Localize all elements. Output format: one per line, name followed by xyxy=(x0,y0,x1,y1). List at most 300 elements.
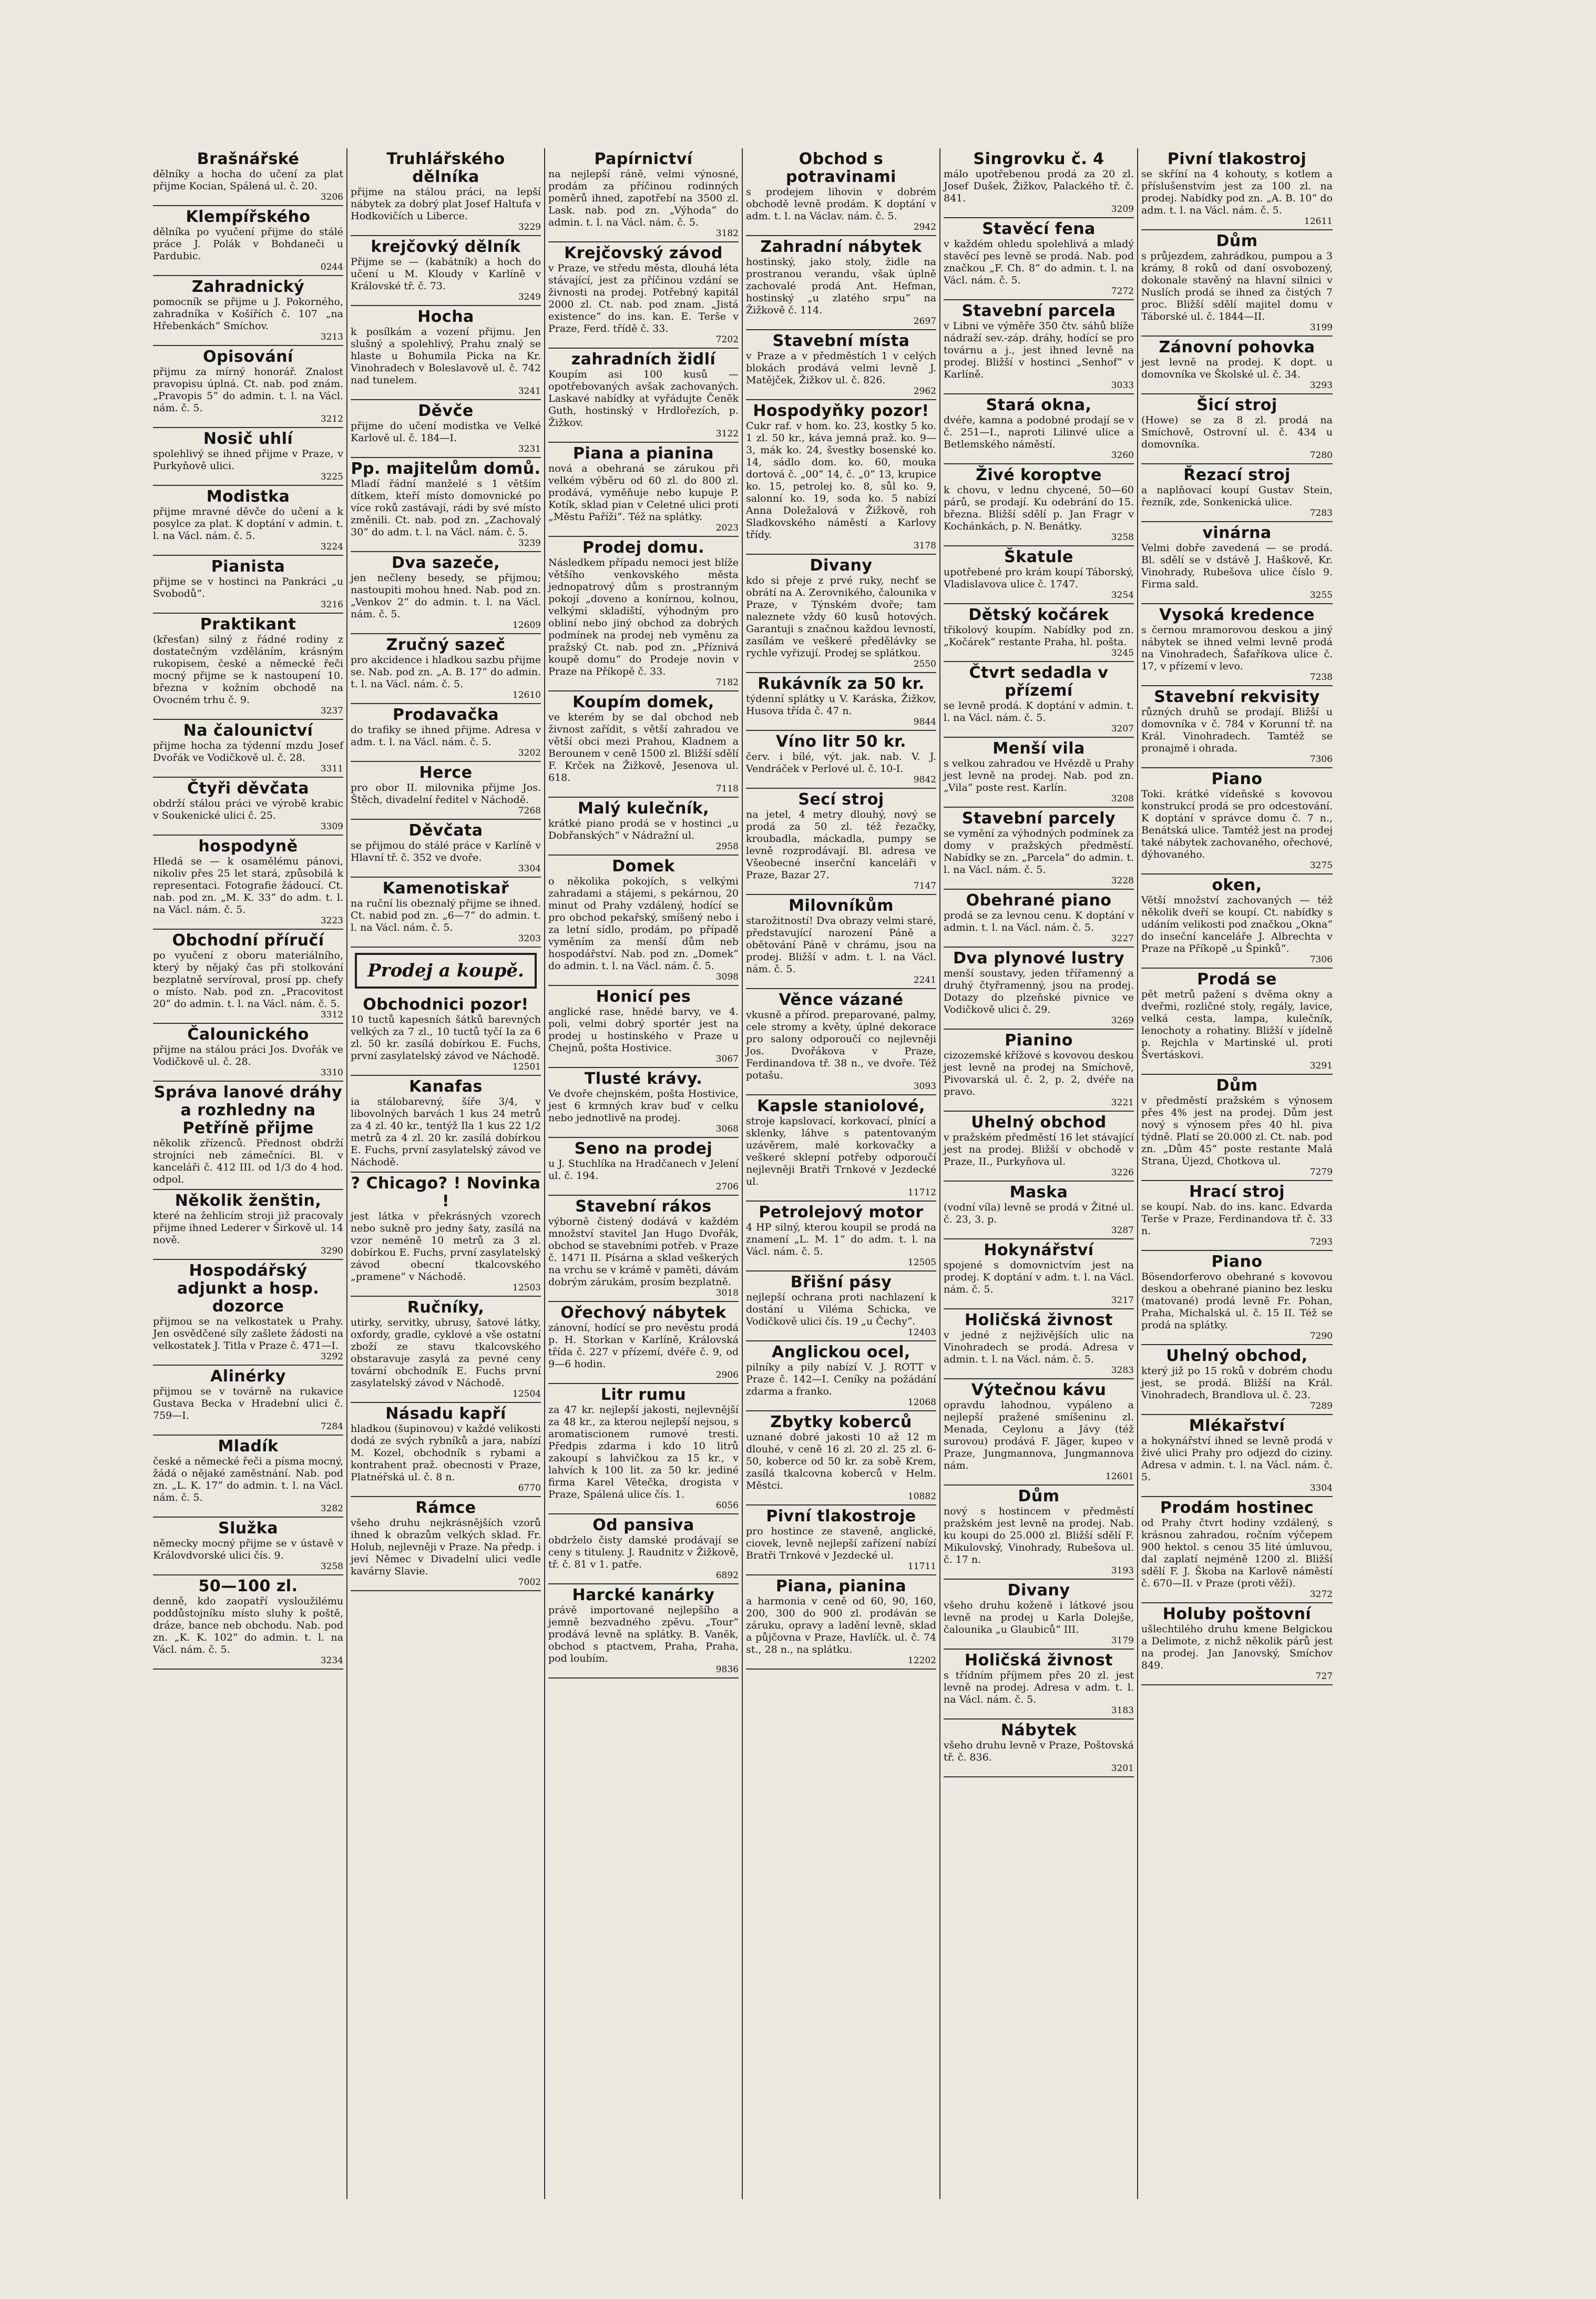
ad-code: 12611 xyxy=(1304,216,1333,227)
classified-ad xyxy=(548,242,739,349)
ad-code: 12202 xyxy=(907,1655,936,1666)
ad-code: 3122 xyxy=(715,429,739,439)
ad-body: pilníky a pily nabízí V. J. ROTT v Praze č. 142—I. Ceníky na požádání zdarma a franko. xyxy=(746,1361,936,1397)
ad-body: 4 HP silný, kterou koupil se prodá na znamení „L. M. 1“ do adm. t. l. na Václ. nám. č. 5. xyxy=(746,1222,936,1257)
classified-ad xyxy=(1141,768,1333,874)
ad-code: 12068 xyxy=(907,1397,936,1408)
ad-body: přijme na stálou práci, na lepší nábytek za dobrý plat Josef Haltufa v Hodkovičích u Liberce. xyxy=(351,186,541,222)
ad-body: a hokynářství ihned se levně prodá v živé ulici Prahy pro odjezd do ciziny. Adresa v admin. t. l. na Václ. nám. č. 5. xyxy=(1141,1435,1333,1483)
ad-body: upotřebené pro krám koupí Táborský, Vladislavova ulice č. 1747. xyxy=(944,566,1134,590)
ad-body: německy mocný přijme se v ústavě v Královdvorské ulici čís. 9. xyxy=(153,1538,343,1561)
ad-title: Ořechový nábytek xyxy=(560,1304,727,1322)
classified-ad xyxy=(1141,604,1333,686)
ad-code: 3212 xyxy=(320,414,343,424)
ad-title: Od pansiva xyxy=(592,1516,694,1534)
ad-title: Milovníkům xyxy=(789,897,894,915)
ad-body: týdenní splátky u V. Karáska, Žižkov, Husova třída č. 47 n. xyxy=(746,693,936,717)
ad-code: 10882 xyxy=(907,1491,936,1502)
classified-ad xyxy=(548,1196,739,1302)
ad-code: 7283 xyxy=(1309,508,1333,518)
ad-code: 7306 xyxy=(1309,754,1333,765)
ad-title: zahradních židlí xyxy=(571,350,716,369)
ad-body: ušlechtilého druhu kmene Belgickou a Delimote, z nichž několik párů jest na prodej. Jan Janovský, Smíchov 849. xyxy=(1141,1623,1333,1671)
ad-code: 7289 xyxy=(1309,1401,1333,1411)
ad-code: 3258 xyxy=(320,1561,343,1572)
classified-ad xyxy=(944,1379,1134,1486)
ad-body: ia stálobarevný, šíře 3/4, v libovolných barvách 1 kus 24 metrů za 4 zl. 40 kr., tentýž Ila 1 kus 22 1/2 metrů za 4 zl. 20 kr. zasílá dobírkou E. Fuchs, první zasylatelský závod ve Náchodě. xyxy=(351,1096,541,1168)
ad-code: 7280 xyxy=(1309,450,1333,461)
ad-code: 2958 xyxy=(715,841,739,852)
ad-title: Herce xyxy=(419,764,473,782)
ad-body: obdrží stálou práci ve výrobě krabic v Soukenické ulici č. 25. xyxy=(153,798,343,821)
ad-body: po vyučení z oboru materiálního, který by nějaký čas při stolkování bezplatně servíroval, prosí pp. chefy o místo. Nab. pod zn. „Pracovitost 20“ do admin. t. l. na Václ. nám. č. 5. xyxy=(153,950,343,1010)
ad-body: několik zřízenců. Přednost obdrží strojníci neb zámečníci. Bl. v kanceláři č. 412 III. od 1/3 do 4 hod. odpol. xyxy=(153,1137,343,1185)
classified-ad xyxy=(153,276,343,346)
classified-ad xyxy=(746,1341,936,1411)
ad-code: 3291 xyxy=(1309,1061,1333,1071)
ad-code: 3304 xyxy=(518,863,541,874)
ad-body: jest levně na prodej. K dopt. u domovníka ve Školské ul. č. 34. xyxy=(1141,357,1333,380)
classified-ad xyxy=(351,236,541,306)
ad-title: Prodá se xyxy=(1197,970,1277,989)
ad-body: a harmonia v ceně od 60, 90, 160, 200, 300 do 900 zl. prodáván se záruku, opravy a ladění levně, sklad a půjčovna v Praze, Havlíčk. ul. č. 74 st., 28 n., na splátku. xyxy=(746,1595,936,1655)
ad-code: 3260 xyxy=(1111,450,1134,461)
ad-title: Modistka xyxy=(206,487,290,506)
ad-title: Správa lanové dráhy a rozhledny na Petříně přijme xyxy=(154,1083,343,1137)
ad-body: do trafiky se ihned přijme. Adresa v adm. t. l. na Václ. nám. č. 5. xyxy=(351,724,541,748)
classified-ad xyxy=(153,1366,343,1436)
classified-ad xyxy=(944,1112,1134,1182)
ad-title: Malý kulečník, xyxy=(577,799,710,818)
classified-ad xyxy=(746,148,936,236)
ad-body: hostinský, jako stoly, židle na prostranou verandu, však úplně zachovalé prodá Ant. Hefman, hostinský „u zlatého srpu“ na Žižkově č. 114. xyxy=(746,256,936,316)
ad-body: starožitností! Dva obrazy velmi staré, představující narození Páně a obětování Páně v chrámu, jsou na prodej. Bližší v adm. t. l. na Václ. nám. č. 5. xyxy=(746,915,936,975)
ad-body: Hledá se — k osamělému pánovi, nikoliv přes 25 let stará, způsobilá k representaci. Fotografie žádoucí. Ct. nab. pod zn. „M. K. 33“ do adm. t. l. na Václ. nám. č. 5. xyxy=(153,856,343,915)
ad-title: Stavební parcely xyxy=(961,809,1116,828)
classified-ad xyxy=(746,731,936,789)
classified-ad xyxy=(351,1173,541,1297)
ad-title: Piana a pianina xyxy=(573,444,714,463)
ad-title: Zbytky koberců xyxy=(770,1413,912,1431)
classified-ad xyxy=(944,148,1134,218)
ad-title: Zánovní pohovka xyxy=(1159,338,1315,357)
ad-title: Stavební rákos xyxy=(575,1197,712,1216)
ad-code: 3206 xyxy=(320,192,343,202)
classified-ad xyxy=(746,1271,936,1341)
ad-title: Zahradnický xyxy=(191,278,305,296)
ad-title: Koupím domek, xyxy=(572,693,714,711)
ad-title: Kanafas xyxy=(409,1077,483,1096)
classified-ad xyxy=(944,1309,1134,1379)
ad-body: české a německé řeči a písma mocný, žádá o nějaké zaměstnání. Nab. pod zn. „L. K. 17“ do admin. t. l. na Václ. nám. č. 5. xyxy=(153,1456,343,1503)
ad-title: Stará okna, xyxy=(986,396,1092,414)
ad-column xyxy=(1138,148,1336,2199)
classified-ad xyxy=(944,464,1134,546)
classified-ad xyxy=(944,394,1134,464)
classified-ad xyxy=(944,890,1134,948)
ad-title: Klempířského xyxy=(186,208,311,226)
ad-title: Singrovku č. 4 xyxy=(973,150,1104,168)
classified-ad xyxy=(944,1580,1134,1650)
ad-code: 2706 xyxy=(715,1182,739,1192)
ad-title: Secí stroj xyxy=(798,790,884,809)
ad-code: 3193 xyxy=(1111,1565,1134,1576)
classified-ad xyxy=(351,878,541,948)
ad-body: k posílkám a vození přijmu. Jen slušný a spolehlivý, Prahu znalý se hlaste u Bohumila Picka na Kr. Vinohradech v Boleslavově ul. č. 742 nad tunelem. xyxy=(351,326,541,386)
classified-ad xyxy=(548,856,739,986)
ad-code: 3287 xyxy=(1111,1225,1134,1236)
ad-body: Větší množství zachovaných — též několik dveří se koupí. Ct. nabídky s udáním velikosti pod značkou „Okna“ do inseční kanceláře J. Albrechta v Praze na Příkopě „u Špinků“. xyxy=(1141,894,1333,954)
classified-ad xyxy=(153,1260,343,1366)
ad-body: s prodejem lihovin v dobrém obchodě levně prodám. K doptání v adm. t. l. na Václav. nám. č. 5. xyxy=(746,186,936,222)
ad-code: 3199 xyxy=(1309,322,1333,333)
ad-title: Několik ženštin, xyxy=(175,1192,322,1210)
classified-ad xyxy=(944,1720,1134,1777)
classified-ad xyxy=(153,1575,343,1670)
classified-ad xyxy=(944,948,1134,1030)
ad-body: se koupí. Nab. do ins. kanc. Edvarda Terše v Praze, Ferdinandova tř. č. 33 n. xyxy=(1141,1201,1333,1237)
ad-code: 3234 xyxy=(320,1655,343,1666)
ad-code: 12601 xyxy=(1105,1471,1134,1482)
ad-code: 9836 xyxy=(715,1664,739,1675)
classified-ad xyxy=(944,604,1134,662)
ad-code: 3239 xyxy=(518,538,541,548)
ad-title: Na čalounictví xyxy=(183,721,313,740)
ad-body: přijmou se v továrně na rukavice Gustava Becka v Hradební ulici č. 759—I. xyxy=(153,1386,343,1421)
ad-code: 12503 xyxy=(512,1283,541,1293)
ad-title: Stavební parcela xyxy=(961,302,1116,320)
classified-ad xyxy=(944,300,1134,394)
ad-code: 3224 xyxy=(320,542,343,552)
ad-title: Kapsle staniolové, xyxy=(757,1097,925,1115)
ad-body: pro hostince ze staveně, anglické, ciovek, levně nejlepší zařízení nabízí Bratři Trnkové v Jezdecké ul. xyxy=(746,1525,936,1561)
ad-code: 7118 xyxy=(715,784,739,794)
ad-title: hospodyně xyxy=(198,837,298,856)
ad-column xyxy=(743,148,940,2199)
ad-title: Domek xyxy=(612,857,675,876)
classified-ad xyxy=(1141,1251,1333,1345)
ad-title: Maska xyxy=(1009,1183,1068,1202)
classified-ad xyxy=(153,614,343,720)
classified-ad xyxy=(746,989,936,1095)
classified-ad xyxy=(351,458,541,552)
classified-ad xyxy=(153,556,343,614)
ad-body: Koupím asi 100 kusů — opotřebovaných avšak zachovaných. Laskavé nabídky at vyřádujte Čeněk Guth, hostinský v Hrdlořezích, p. Žižkov. xyxy=(548,369,739,429)
ad-title: Zručný sazeč xyxy=(386,636,506,654)
ad-code: 3093 xyxy=(913,1081,936,1092)
classified-ad xyxy=(548,691,739,798)
ad-body: které na žehlicím stroji již pracovaly přijme ihned Lederer v Širkově ul. 14 nově. xyxy=(153,1210,343,1246)
ad-title: Dům xyxy=(1018,1487,1060,1505)
ad-body: pro akcidence i hladkou sazbu přijme se. Nab. pod zn. „A. B. 17“ do admin. t. l. na Václ. nám. č. 5. xyxy=(351,654,541,690)
ad-body: v Praze, ve středu města, dlouhá léta stávající, jest za příčinou vzdání se živnosti na prodej. Potřebný kapitál 2000 zl. Ct. nab. pod znam. „Jistá existence“ do ins. kan. E. Terše v Praze, Ferd. třídě č. 33. xyxy=(548,262,739,334)
classified-ad xyxy=(153,1190,343,1260)
classified-ad xyxy=(153,206,343,276)
ad-body: ve kterém by se dal obchod neb živnost zařídit, s větší zahradou ve větší obci mezi Prahou, Kladnem a Berounem v ceně 1500 zl. Bližší sdělí F. Krček na Žižkově, Jesenova ul. 618. xyxy=(548,711,739,784)
classified-ad xyxy=(1141,874,1333,969)
ad-code: 3275 xyxy=(1309,860,1333,871)
ad-body: (Howe) se za 8 zl. prodá na Smíchově, Ostrovní ul. č. 434 u domovníka. xyxy=(1141,414,1333,450)
ad-body: pět metrů pažení s dvěma okny a dveřmi, rozličné stoly, regály, lavice, velká cesta, lampa, kulečník, lenochoty a rohatiny. Bližší v jídelně p. Rejchla v Martinské ul. proti Švertáskovi. xyxy=(1141,989,1333,1061)
ad-body: se levně prodá. K doptání v admin. t. l. na Václ. nám. č. 5. xyxy=(944,700,1134,724)
ad-title: Šicí stroj xyxy=(1196,396,1277,414)
ad-body: se skříní na 4 kohouty, s kotlem a příslušenstvím jest za 100 zl. na prodej. Nabídky pod zn. „A. B. 10“ do adm. t. l. na Václ. nám. č. 5. xyxy=(1141,168,1333,216)
ad-title: Vysoká kredence xyxy=(1159,606,1315,624)
classified-ad xyxy=(1141,1345,1333,1415)
ad-title: Pivní tlakostroje xyxy=(766,1507,916,1525)
ad-code: 11712 xyxy=(907,1187,936,1198)
classified-ad xyxy=(746,1575,936,1670)
ad-body: menší soustavy, jeden třířamenný a druhý čtyřramenný, jsou na prodej. Dotazy do plzeňské pivnice ve Vodičkově ulici č. 29. xyxy=(944,968,1134,1015)
classified-ad xyxy=(548,349,739,443)
ad-code: 3183 xyxy=(1111,1705,1134,1716)
ad-title: Rámce xyxy=(415,1499,476,1517)
ad-title: Nosič uhlí xyxy=(203,430,293,448)
ad-title: Hrací stroj xyxy=(1189,1183,1285,1201)
classified-ad xyxy=(944,808,1134,890)
classified-ad xyxy=(351,400,541,458)
ad-code: 2023 xyxy=(715,523,739,533)
ad-body: opravdu lahodnou, vypáleno a nejlepší pražené smíšeninu zl. Menada, Ceylonu a Jávy (též surovou) prodává F. Jäger, kupeo v Praze, Jungmannova, Jungmannova nám. xyxy=(944,1399,1134,1471)
classified-ad xyxy=(1141,464,1333,522)
ad-code: 3033 xyxy=(1111,380,1134,391)
ad-body: se vymění za výhodných podmínek za domy v pražských předměstí. Nabídky se zn. „Parcela“ do admin. t. l. na Václ. nám. č. 5. xyxy=(944,828,1134,876)
ad-title: Dva plynové lustry xyxy=(953,949,1124,968)
ad-title: Věnce vázané xyxy=(779,991,904,1009)
ad-code: 7202 xyxy=(715,334,739,345)
ad-title: Pivní tlakostroj xyxy=(1167,150,1307,168)
ad-column xyxy=(940,148,1138,2199)
ad-body: dělníky a hocha do učení za plat přijme Kocian, Spálená ul. č. 20. xyxy=(153,168,343,192)
ad-code: 6770 xyxy=(518,1483,541,1493)
ad-title: Piana, pianina xyxy=(775,1577,907,1595)
ad-code: 3283 xyxy=(1111,1365,1134,1376)
classified-ad xyxy=(548,443,739,537)
ad-title: Ručníky, xyxy=(407,1298,485,1317)
ad-title: Mladík xyxy=(218,1437,279,1456)
ad-body: jest látka v překrásných vzorech nebo sukně pro jedny šaty, zasílá na vzor neméně 10 metrů za 3 zl. dobírkou E. Fuchs, první zasylatelský závod obecní tkalcovského „pramene“ v Náchodě. xyxy=(351,1210,541,1283)
ad-title: Holičská živnost xyxy=(964,1311,1113,1329)
ad-title: Kamenotiskař xyxy=(382,879,509,898)
classified-columns xyxy=(150,148,1338,2199)
ad-body: na ruční lis obeznalý přijme se ihned. Ct. nabid pod zn. „6—7“ do admin. t. l. na Václ. nám. č. 5. xyxy=(351,898,541,933)
ad-code: 3018 xyxy=(715,1288,739,1298)
ad-code: 3269 xyxy=(1111,1015,1134,1026)
classified-ad xyxy=(944,1486,1134,1580)
ad-body: Mladí řádní manželé s 1 větším dítkem, kteří místo domovnické po více roků zastávají, rádi by své místo změnili. Ct. nab. pod zn. „Zachovalý 30“ do adm. t. l. na Václ. nám. č. 5. xyxy=(351,478,541,538)
ad-title: Živé koroptve xyxy=(976,466,1102,484)
classified-ad xyxy=(153,1082,343,1190)
ad-body: s černou mramorovou deskou a jiný nábytek se ihned velmi levně prodá na Vinohradech, Šafaříkova ulice č. 17, v přízemí v levo. xyxy=(1141,624,1333,672)
ad-title: Hospodyňky pozor! xyxy=(753,402,929,420)
ad-body: nový s hostincem v předměstí pražském jest levně na prodej. Nab. ku koupi do 25.000 zl. Bližší sdělí F. Mikulovský, Vinohrady, Rubešova ul. č. 17 n. xyxy=(944,1505,1134,1565)
ad-title: Krejčovský závod xyxy=(564,244,723,262)
ad-body: denně, kdo zaopatří vysloužilému poddůstojníku místo sluhy k poště, dráze, bance neb obchodu. Nab. pod zn. „K. K. 102“ do admin. t. l. na Václ. nám. č. 5. xyxy=(153,1595,343,1655)
classified-ad xyxy=(1141,1075,1333,1181)
classified-ad xyxy=(1141,148,1333,230)
ad-body: Přijme se — (kabátník) a hoch do učení u M. Kloudy v Karlíně v Královské tř. č. 73. xyxy=(351,256,541,292)
classified-ad xyxy=(1141,969,1333,1075)
ad-code: 3203 xyxy=(518,933,541,944)
ad-code: 3241 xyxy=(518,386,541,396)
ad-body: třikolový koupím. Nabídky pod zn. „Kočárek“ restante Praha, hl. pošta. xyxy=(944,624,1134,648)
ad-title: Čalounického xyxy=(187,1025,309,1044)
ad-code: 3227 xyxy=(1111,933,1134,944)
classified-ad xyxy=(1141,1415,1333,1497)
ad-code: 3309 xyxy=(320,821,343,832)
ad-body: v pražském předměstí 16 let stávající jest na prodej. Bližší v obchodě v Praze, II., Purkyňova ul. xyxy=(944,1132,1134,1167)
ad-code: 3182 xyxy=(715,228,739,239)
ad-code: 3208 xyxy=(1111,794,1134,804)
ad-title: Piano xyxy=(1211,1253,1263,1271)
classified-ad xyxy=(351,634,541,704)
ad-body: krátké piano prodá se v hostinci „u Dobřanských“ v Nádražní ul. xyxy=(548,818,739,841)
ad-code: 3249 xyxy=(518,292,541,302)
ad-code: 3202 xyxy=(518,748,541,758)
classified-ad xyxy=(1141,686,1333,768)
ad-code: 3290 xyxy=(320,1246,343,1256)
ad-body: spolehlivý se ihned přijme v Praze, v Purkyňově ulici. xyxy=(153,448,343,472)
ad-code: 3179 xyxy=(1111,1635,1134,1646)
ad-code: 3292 xyxy=(320,1351,343,1362)
classified-ad xyxy=(153,486,343,556)
ad-body: různých druhů se prodají. Bližší u domovníka v č. 784 v Korunní tř. na Král. Vinohradech. Tamtéž se pronajmě i ohrada. xyxy=(1141,706,1333,754)
ad-code: 9842 xyxy=(913,775,936,785)
ad-body: Ve dvoře chejnském, pošta Hostivice, jest 6 krmných krav buď v celku nebo jednotlivě na prodej. xyxy=(548,1088,739,1124)
ad-body: od Prahy čtvrt hodiny vzdálený, s krásnou zahradou, ročním výčepem 900 hektol. s cenou 35 lité úmluvou, dal zaplatí nejméně 1200 zl. Bližší sdělí F. J. Škoba na Karlově náměstí č. 670—II. v Praze (proti věží). xyxy=(1141,1517,1333,1589)
ad-title: Harcké kanárky xyxy=(572,1586,715,1604)
ad-code: 3098 xyxy=(715,972,739,982)
ad-code: 3282 xyxy=(320,1503,343,1514)
ad-title: Výtečnou kávu xyxy=(971,1381,1107,1399)
ad-code: 7002 xyxy=(518,1577,541,1588)
ad-title: Alinérky xyxy=(210,1367,286,1386)
classified-ad xyxy=(746,236,936,330)
ad-body: s velkou zahradou ve Hvězdě u Prahy jest levně na prodej. Nab. pod zn. „Vila“ poste rest. Karlín. xyxy=(944,758,1134,794)
ad-title: oken, xyxy=(1212,876,1262,894)
ad-body: Bösendorferovo obehrané s kovovou deskou a obehrané pianino bez lesku (matované) prodá levně Fr. Pohan, Praha, Michalská ul. č. 15 II. Též se prodá na splátky. xyxy=(1141,1271,1333,1331)
classified-ad xyxy=(153,428,343,486)
ad-body: utirky, servitky, ubrusy, šatové látky, oxfordy, gradle, cyklové a vše ostatní zboží ze stavu tkalcovského obstaravuje zasylá za pevné ceny tovární obchodník E. Fuchs první zasylatelský závod v Náchodě. xyxy=(351,1317,541,1389)
ad-title: Dům xyxy=(1216,232,1258,250)
classified-ad xyxy=(351,552,541,634)
ad-title: Petrolejový motor xyxy=(759,1203,924,1222)
ad-code: 3067 xyxy=(715,1054,739,1064)
classified-ad xyxy=(548,1068,739,1138)
ad-code: 727 xyxy=(1315,1671,1333,1682)
ad-title: Prodavačka xyxy=(393,706,499,724)
ad-code: 2942 xyxy=(913,222,936,232)
classified-ad xyxy=(153,346,343,428)
ad-code: 3209 xyxy=(1111,204,1134,215)
ad-code: 3217 xyxy=(1111,1295,1134,1306)
classified-ad xyxy=(548,1302,739,1384)
ad-body: s třídním příjmem přes 20 zl. jest levně na prodej. Adresa v adm. t. l. na Václ. nám. č. 5. xyxy=(944,1670,1134,1705)
ad-title: Rukávník za 50 kr. xyxy=(758,675,925,693)
ad-body: jen nečleny besedy, se přijmou; nastoupiti mohou hned. Nab. pod zn. „Venkov 2“ do admin. t. l. na Václ. nám. č. 5. xyxy=(351,572,541,620)
classified-ad xyxy=(153,1024,343,1082)
ad-title: Škatule xyxy=(1004,548,1073,566)
ad-body: o několika pokojích, s velkými zahradami a stájemi, s pekárnou, 20 minut od Prahy vzdálený, hodící se pro obchod pekařský, smíšený nebo i za letní sídlo, prodám, po případě vyměním za menší dům neb hospodářství. Nab. pod zn. „Domek“ do admin. t. l. na Václ. nám. č. 5. xyxy=(548,876,739,972)
ad-title: Hokynářství xyxy=(984,1241,1094,1259)
ad-code: 3178 xyxy=(913,541,936,551)
ad-title: Papírnictví xyxy=(594,150,693,168)
ad-code: 12501 xyxy=(512,1062,541,1072)
classified-ad xyxy=(746,1095,936,1202)
ad-code: 3223 xyxy=(320,915,343,926)
ad-title: Divany xyxy=(1007,1581,1070,1600)
ad-body: výborně čistený dodává v každém množství stavitel Jan Hugo Dvořák, obchod se stavebními potřeb. v Praze č. 1471 II. Písárna a sklad veškerých na vrchu se v krámě v paměti, dávám dobrým zárukám, prosím bezplatně. xyxy=(548,1216,739,1288)
ad-body: Cukr raf. v hom. ko. 23, kostky 5 ko. 1 zl. 50 kr., káva jemná praž. ko. 9—3, mák ko. 24, švestky bosenské ko. 14, sádlo dom. ko. 60, mouka dortová č. „00“ 14, č. „0“ 13, krupice ko. 15, petrolej ko. 8, sůl ko. 9, salonní ko. 19, soda ko. 5 nabízí Anna Doležalová v Žižkově, roh Sladkovského náměstí a Karlovy třídy. xyxy=(746,420,936,541)
ad-title: Stavební místa xyxy=(772,332,910,350)
classified-ad xyxy=(746,1411,936,1505)
ad-body: uznané dobré jakosti 10 až 12 m dlouhé, v ceně 16 zl. 20 zl. 25 zl. 6-50, koberce od 50 kr. za sobě Krem, zasílá tkalcovna koberců v Helm. Městci. xyxy=(746,1431,936,1491)
ad-title: Stavěcí fena xyxy=(982,220,1096,238)
ad-body: který již po 15 roků v dobrém chodu jest, se prodá. Bližší na Král. Vinohradech, Brandlova ul. č. 23. xyxy=(1141,1365,1333,1401)
ad-body: přijme se v hostinci na Pankráci „u Svobodů“. xyxy=(153,576,343,599)
ad-title: 50—100 zl. xyxy=(198,1577,298,1595)
classified-ad xyxy=(548,986,739,1068)
classified-ad xyxy=(746,400,936,555)
ad-body: cizozemské křížové s kovovou deskou jest levně na prodej na Smíchově, Pivovarská ul. č. 2, p. 2, dvéře na pravo. xyxy=(944,1050,1134,1097)
ad-title: Řezací stroj xyxy=(1183,466,1291,484)
classified-ad xyxy=(944,218,1134,300)
ad-body: (křesťan) silný z řádné rodiny z dostatečným vzděláním, krásným rukopisem, české a německé řeči mocný přijme se k nastoupení 10. března v kožním obchodě na Ovocném trhu č. 9. xyxy=(153,634,343,706)
ad-body: přijmu za mírný honorář. Znalost pravopisu úplná. Ct. nab. pod znám. „Pravopis 5“ do admin. t. l. na Václ. nám. č. 5. xyxy=(153,366,343,414)
ad-body: dvéře, kamna a podobné prodají se v č. 251—I., naproti Lilinvé ulice a Betlemského náměstí. xyxy=(944,414,1134,450)
ad-code: 3254 xyxy=(1111,590,1134,601)
ad-code: 3293 xyxy=(1309,380,1333,391)
ad-code: 3258 xyxy=(1111,532,1134,543)
classified-ad xyxy=(351,148,541,236)
classified-ad xyxy=(746,1202,936,1271)
classified-ad xyxy=(153,148,343,206)
ad-title: krejčovký dělník xyxy=(371,238,521,256)
ad-title: Čtvrt sedadla v přízemí xyxy=(969,664,1109,700)
classified-ad xyxy=(944,1650,1134,1720)
ad-column xyxy=(347,148,545,2199)
ad-code: 3245 xyxy=(1111,648,1134,658)
ad-body: přijme hocha za týdenní mzdu Josef Dvořák ve Vodičkově ul. č. 28. xyxy=(153,740,343,764)
ad-code: 6056 xyxy=(715,1500,739,1511)
ad-body: všeho druhu levně v Praze, Poštovská tř. č. 836. xyxy=(944,1739,1134,1763)
ad-title: ? Chicago? ! Novinka ! xyxy=(351,1174,541,1210)
ad-title: Prodám hostinec xyxy=(1160,1499,1314,1517)
ad-body: právě importované nejlepšího a jemně bezvadného zpěvu. „Tour“ prodává levně na splátky. B. Vaněk, obchod s ptactvem, Praha, Praha, pod loubím. xyxy=(548,1604,739,1664)
classified-ad xyxy=(746,895,936,989)
classified-ad xyxy=(153,836,343,930)
ad-title: vinárna xyxy=(1202,524,1272,542)
ad-code: 0244 xyxy=(320,262,343,272)
ad-title: Mlékařství xyxy=(1189,1417,1285,1435)
ad-code: 12403 xyxy=(907,1327,936,1338)
classified-ad xyxy=(351,994,541,1076)
ad-title: Násadu kapří xyxy=(385,1405,506,1423)
section-heading: Prodej a koupě. xyxy=(355,953,537,989)
classified-ad xyxy=(944,546,1134,604)
ad-body: prodá se za levnou cenu. K doptání v admin. t. l. na Václ. nám. č. 5. xyxy=(944,910,1134,933)
ad-code: 7279 xyxy=(1309,1167,1333,1177)
ad-code: 7284 xyxy=(320,1421,343,1432)
ad-body: nová a obehraná se zárukou při velkém výběru od 60 zl. do 800 zl. prodává, vyměňuje nebo kupuje P. Kotík, sklad pian v Celetné ulici proti „Městu Paříži“. Též na splátky. xyxy=(548,463,739,523)
ad-title: Pianino xyxy=(1005,1031,1073,1050)
ad-body: u J. Stuchlíka na Hradčanech v Jelení ul. č. 194. xyxy=(548,1158,739,1182)
ad-body: všeho druhu koženě i látkové jsou levně na prodej u Karla Dolejše, čalounika „u Glaubiců“ III. xyxy=(944,1600,1134,1635)
ad-title: Anglickou ocel, xyxy=(772,1343,910,1361)
ad-code: 7147 xyxy=(913,881,936,891)
classified-ad xyxy=(548,798,739,856)
ad-code: 3068 xyxy=(715,1124,739,1134)
